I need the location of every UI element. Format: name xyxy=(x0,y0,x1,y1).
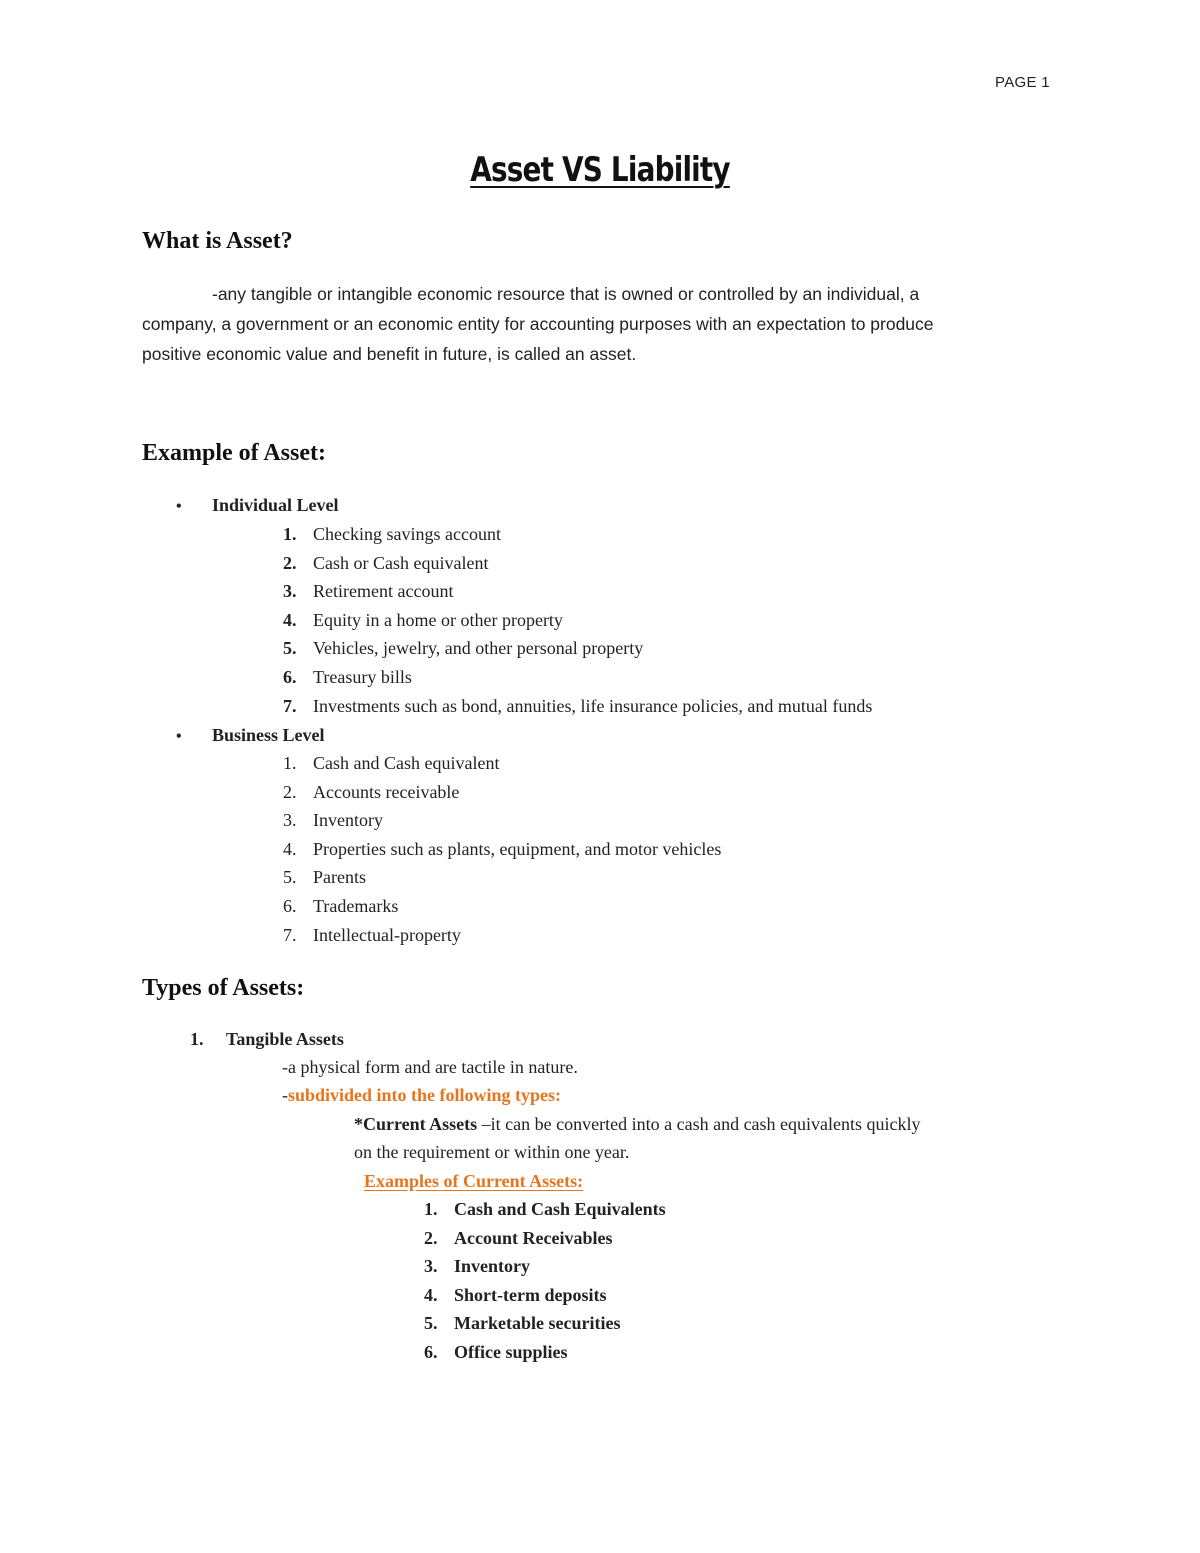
current-assets-desc: –it can be converted into a cash and cash equivalents quickly xyxy=(477,1114,921,1134)
group-label: Individual Level xyxy=(212,495,339,515)
list-item-number: 5. xyxy=(283,638,297,659)
list-item-number: 7. xyxy=(283,924,297,945)
list-item xyxy=(283,867,366,888)
list-item-text: Inventory xyxy=(454,1256,530,1277)
list-item-text: Properties such as plants, equipment, and motor vehicles xyxy=(313,838,722,859)
list-item-number: 2. xyxy=(283,781,297,802)
tangible-assets-item xyxy=(190,1029,344,1050)
list-item-number: 4. xyxy=(283,609,297,630)
bullet-business-level xyxy=(176,725,325,746)
current-assets-line-2: on the requirement or within one year. xyxy=(354,1142,630,1162)
current-assets-line-1 xyxy=(354,1114,921,1135)
list-item-text: Account Receivables xyxy=(454,1227,613,1248)
subdivided-line xyxy=(282,1085,561,1106)
list-item-text: Parents xyxy=(313,867,366,888)
list-item xyxy=(283,610,563,631)
list-item-number: 6. xyxy=(283,896,297,916)
list-item-number: 3. xyxy=(283,810,297,831)
bullet-individual-level xyxy=(176,495,339,516)
list-item-text: Marketable securities xyxy=(454,1313,621,1334)
document-title xyxy=(108,150,1092,190)
list-item xyxy=(283,925,461,946)
definition-line-2: company, a government or an economic entity for accounting purposes with an expectation to produce xyxy=(142,314,934,334)
definition-line-1: -any tangible or intangible economic resource that is owned or controlled by an individual, a xyxy=(212,284,920,304)
group-label: Business Level xyxy=(212,725,325,745)
list-item-text: Treasury bills xyxy=(313,667,412,687)
list-item-number: 1. xyxy=(424,1199,438,1219)
what-is-asset-heading: What is Asset? xyxy=(142,228,293,254)
list-item xyxy=(283,638,643,659)
list-item xyxy=(283,839,721,860)
item-label: Tangible Assets xyxy=(226,1029,344,1049)
list-item-number: 1. xyxy=(283,524,297,544)
list-item-text: Retirement account xyxy=(313,581,454,602)
document-title-text: Asset VS Liability xyxy=(470,150,730,190)
list-item-text: Intellectual-property xyxy=(313,924,461,945)
list-item-number: 2. xyxy=(283,552,297,573)
item-number: 1. xyxy=(190,1029,204,1049)
list-item xyxy=(283,782,459,803)
list-item-number: 4. xyxy=(424,1284,438,1305)
list-item xyxy=(283,753,499,774)
list-item xyxy=(424,1228,612,1249)
sub-dash: - xyxy=(282,1085,288,1105)
list-item-number: 6. xyxy=(283,667,297,687)
examples-current-assets-heading: Examples of Current Assets: xyxy=(364,1171,584,1191)
list-item xyxy=(283,696,872,717)
list-item-text: Checking savings account xyxy=(313,524,501,544)
list-item xyxy=(283,667,412,688)
list-item xyxy=(283,524,501,545)
list-item-text: Cash or Cash equivalent xyxy=(313,552,489,573)
list-item-text: Cash and Cash Equivalents xyxy=(454,1199,666,1219)
page-number: PAGE 1 xyxy=(995,74,1050,91)
list-item-text: Accounts receivable xyxy=(313,781,460,802)
list-item-text: Office supplies xyxy=(454,1342,568,1362)
list-item-number: 5. xyxy=(283,867,297,888)
list-item xyxy=(424,1256,530,1277)
subdivided-label: subdivided into the following types: xyxy=(288,1085,562,1105)
list-item-text: Trademarks xyxy=(313,896,399,916)
list-item xyxy=(283,553,488,574)
list-item-text: Short-term deposits xyxy=(454,1284,607,1305)
current-assets-label: *Current Assets xyxy=(354,1114,478,1134)
list-item-text: Equity in a home or other property xyxy=(313,609,563,630)
list-item xyxy=(424,1285,606,1306)
list-item-number: 5. xyxy=(424,1313,438,1334)
list-item-number: 4. xyxy=(283,838,297,859)
example-of-asset-heading: Example of Asset: xyxy=(142,440,326,466)
list-item-number: 7. xyxy=(283,695,297,716)
list-item xyxy=(424,1342,568,1363)
list-item-text: Cash and Cash equivalent xyxy=(313,753,500,773)
list-item-number: 3. xyxy=(424,1256,438,1277)
list-item-text: Investments such as bond, annuities, life insurance policies, and mutual funds xyxy=(313,695,873,716)
list-item xyxy=(283,896,398,917)
list-item-number: 1. xyxy=(283,753,297,773)
bullet-dot: • xyxy=(176,728,182,745)
list-item xyxy=(283,581,453,602)
list-item-text: Vehicles, jewelry, and other personal property xyxy=(313,638,644,659)
list-item-text: Inventory xyxy=(313,810,383,831)
list-item-number: 6. xyxy=(424,1342,438,1362)
tangible-description: -a physical form and are tactile in nature. xyxy=(282,1057,578,1077)
bullet-dot: • xyxy=(176,498,182,515)
list-item xyxy=(424,1313,620,1334)
types-of-assets-heading: Types of Assets: xyxy=(142,975,305,1001)
list-item-number: 3. xyxy=(283,581,297,602)
list-item xyxy=(424,1199,666,1220)
list-item xyxy=(283,810,383,831)
definition-line-3: positive economic value and benefit in future, is called an asset. xyxy=(142,344,637,364)
list-item-number: 2. xyxy=(424,1227,438,1248)
